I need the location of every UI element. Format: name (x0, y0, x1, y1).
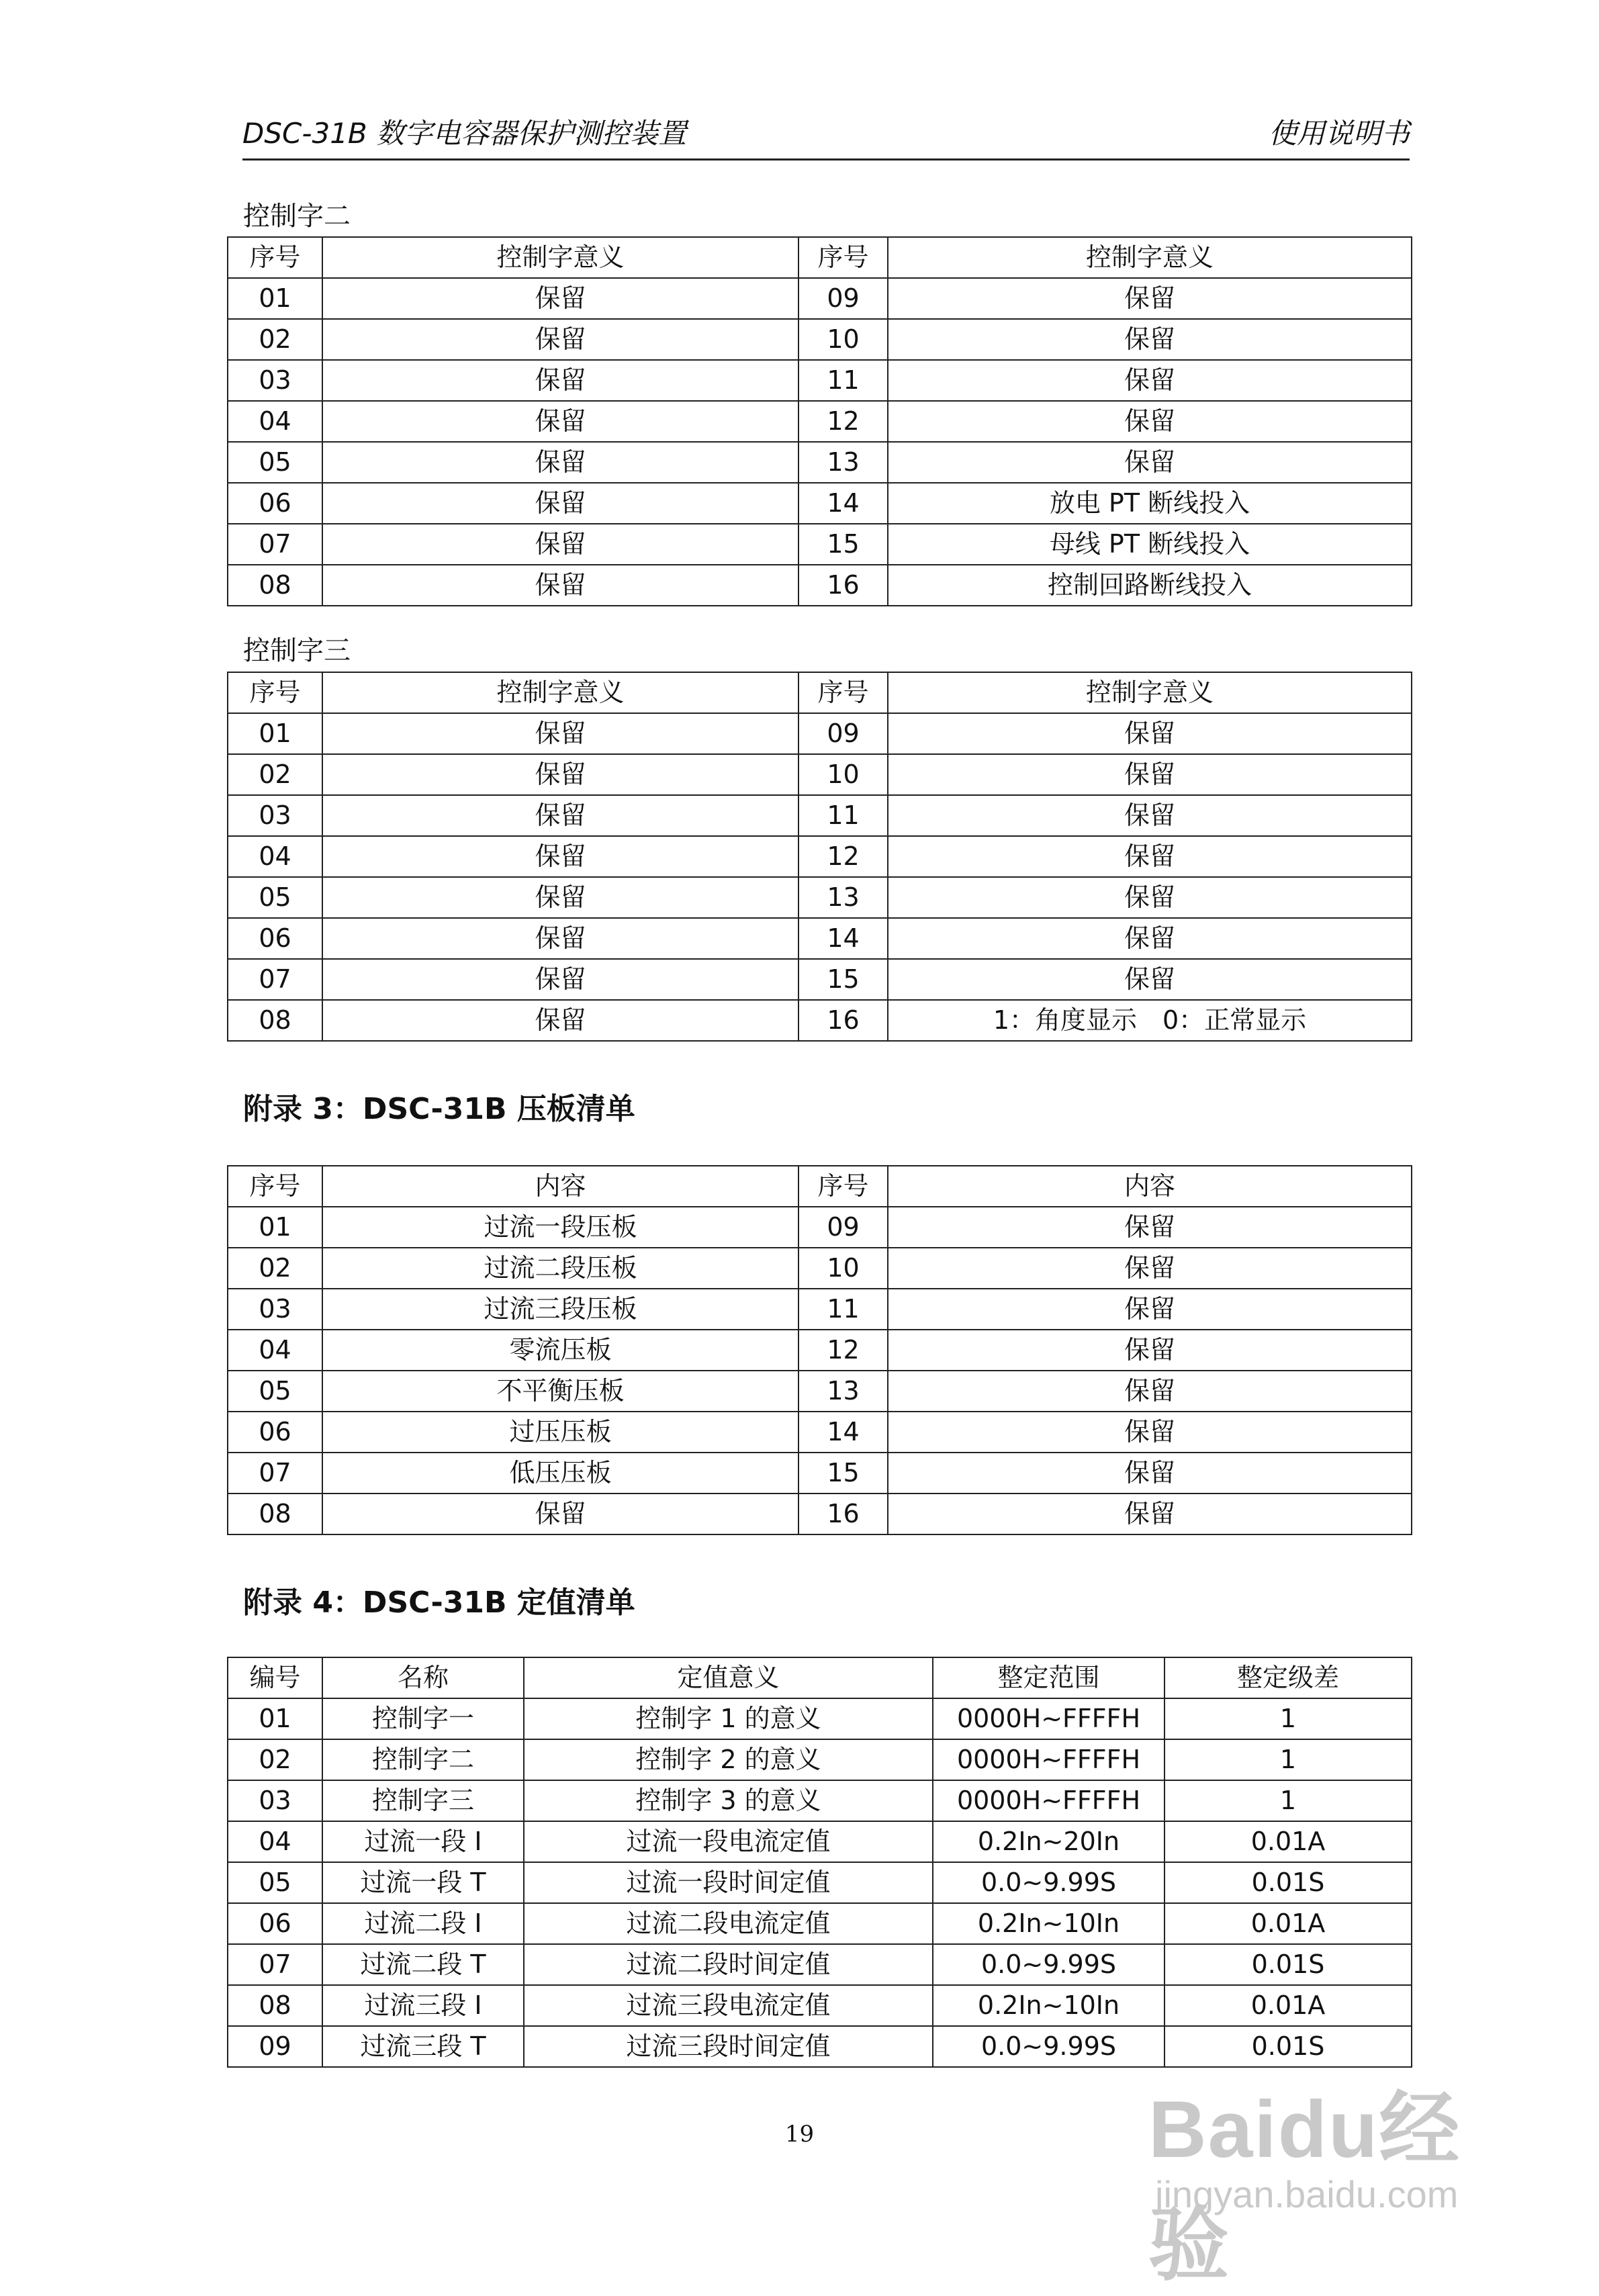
table-cell: 控制回路断线投入 (888, 565, 1412, 606)
table-cell: 过流二段 T (322, 1944, 524, 1985)
table-row (228, 1903, 1412, 1944)
table-row (228, 278, 1412, 319)
table-cell: 保留 (322, 1494, 798, 1534)
table-cell: 08 (228, 1985, 322, 2026)
table-cell: 01 (228, 278, 322, 319)
table-cell: 03 (228, 1780, 322, 1821)
table-cell: 过流二段 I (322, 1903, 524, 1944)
table-cell: 0000H~FFFFH (933, 1780, 1164, 1821)
table-cell: 保留 (322, 877, 798, 918)
table-cell: 0.01A (1164, 1821, 1412, 1862)
column-header: 内容 (322, 1166, 798, 1207)
table-cell: 保留 (322, 442, 798, 483)
table-cell: 保留 (322, 754, 798, 795)
table-cell: 07 (228, 524, 322, 565)
column-header: 名称 (322, 1657, 524, 1698)
column-header: 内容 (888, 1166, 1412, 1207)
table-cell: 14 (798, 918, 888, 959)
table-cell: 0.0~9.99S (933, 2026, 1164, 2067)
table-cell: 控制字 2 的意义 (524, 1739, 933, 1780)
table-cell: 06 (228, 1412, 322, 1453)
table-cell: 放电 PT 断线投入 (888, 483, 1412, 524)
table-cell: 保留 (888, 319, 1412, 360)
table-row (228, 483, 1412, 524)
column-header: 控制字意义 (888, 237, 1412, 278)
table-cell: 1 (1164, 1698, 1412, 1739)
column-header: 控制字意义 (322, 237, 798, 278)
table-cell: 13 (798, 442, 888, 483)
table-cell: 保留 (888, 360, 1412, 401)
table-cell: 过流三段压板 (322, 1289, 798, 1330)
table-row (228, 1330, 1412, 1371)
table-cell: 04 (228, 836, 322, 877)
table-cell: 保留 (888, 401, 1412, 442)
table-row (228, 959, 1412, 1000)
table-row (228, 1985, 1412, 2026)
table-cell: 02 (228, 1739, 322, 1780)
appendix4-table (227, 1657, 1412, 2068)
table-row (228, 754, 1412, 795)
table-cell: 09 (798, 1207, 888, 1248)
table-row (228, 795, 1412, 836)
table-cell: 过流三段电流定值 (524, 1985, 933, 2026)
table-cell: 07 (228, 959, 322, 1000)
table-cell: 保留 (888, 836, 1412, 877)
table-cell: 0.2In~20In (933, 1821, 1164, 1862)
table-cell: 08 (228, 565, 322, 606)
table-cell: 05 (228, 877, 322, 918)
table-row (228, 918, 1412, 959)
table-cell: 保留 (888, 1207, 1412, 1248)
column-header: 控制字意义 (322, 672, 798, 713)
table-cell: 03 (228, 795, 322, 836)
watermark (1142, 2065, 1518, 2290)
table-cell: 过压压板 (322, 1412, 798, 1453)
column-header: 定值意义 (524, 1657, 933, 1698)
ctrl3-table (227, 672, 1412, 1042)
table-cell: 控制字二 (322, 1739, 524, 1780)
table-cell: 保留 (888, 713, 1412, 754)
table-cell: 0.0~9.99S (933, 1862, 1164, 1903)
column-header: 编号 (228, 1657, 322, 1698)
column-header: 序号 (228, 237, 322, 278)
table-cell: 过流二段压板 (322, 1248, 798, 1289)
appendix3-title: 附录 3：DSC-31B 压板清单 (243, 1092, 635, 1126)
table-cell: 07 (228, 1944, 322, 1985)
table-cell: 过流二段时间定值 (524, 1944, 933, 1985)
table-cell: 保留 (888, 278, 1412, 319)
table-cell: 07 (228, 1453, 322, 1494)
table-cell: 过流一段 T (322, 1862, 524, 1903)
table-cell: 零流压板 (322, 1330, 798, 1371)
table-cell: 保留 (888, 1494, 1412, 1534)
table-cell: 保留 (322, 836, 798, 877)
table-cell: 保留 (888, 442, 1412, 483)
column-header: 序号 (798, 672, 888, 713)
table-cell: 保留 (888, 754, 1412, 795)
table-row (228, 1412, 1412, 1453)
table-cell: 0000H~FFFFH (933, 1698, 1164, 1739)
table-cell: 0.0~9.99S (933, 1944, 1164, 1985)
table-cell: 0.01A (1164, 1985, 1412, 2026)
table-header-row (228, 1657, 1412, 1698)
table-header-row (228, 1166, 1412, 1207)
table-row (228, 836, 1412, 877)
table-cell: 控制字三 (322, 1780, 524, 1821)
table-row (228, 2026, 1412, 2067)
ctrl3-label: 控制字三 (243, 635, 351, 666)
table-cell: 过流三段 T (322, 2026, 524, 2067)
table-cell: 保留 (322, 1000, 798, 1041)
table-cell: 过流一段 I (322, 1821, 524, 1862)
table-row (228, 1494, 1412, 1534)
table-cell: 保留 (322, 360, 798, 401)
table-cell: 01 (228, 713, 322, 754)
table-cell: 过流二段电流定值 (524, 1903, 933, 1944)
table-row (228, 1862, 1412, 1903)
table-cell: 15 (798, 959, 888, 1000)
table-cell: 06 (228, 918, 322, 959)
table-row (228, 1780, 1412, 1821)
table-cell: 13 (798, 877, 888, 918)
table-cell: 14 (798, 483, 888, 524)
table-cell: 04 (228, 1821, 322, 1862)
appendix3-table (227, 1165, 1412, 1535)
table-row (228, 1453, 1412, 1494)
header-title: DSC-31B 数字电容器保护测控装置 (242, 117, 687, 150)
table-cell: 保留 (322, 524, 798, 565)
table-cell: 保留 (322, 918, 798, 959)
table-row (228, 442, 1412, 483)
table-cell: 10 (798, 1248, 888, 1289)
column-header: 序号 (798, 1166, 888, 1207)
column-header: 序号 (228, 672, 322, 713)
ctrl2-label: 控制字二 (243, 201, 351, 232)
table-row (228, 1000, 1412, 1041)
table-cell: 控制字一 (322, 1698, 524, 1739)
table-cell: 05 (228, 1371, 322, 1412)
table-cell: 1 (1164, 1780, 1412, 1821)
table-cell: 10 (798, 319, 888, 360)
table-cell: 保留 (888, 918, 1412, 959)
ctrl2-table (227, 236, 1412, 606)
watermark-url: jingyan.baidu.com (1155, 2173, 1459, 2215)
table-cell: 15 (798, 1453, 888, 1494)
table-cell: 保留 (322, 319, 798, 360)
page-header (242, 114, 1410, 160)
table-cell: 14 (798, 1412, 888, 1453)
table-cell: 12 (798, 836, 888, 877)
table-cell: 保留 (322, 278, 798, 319)
table-cell: 09 (798, 278, 888, 319)
table-cell: 0.2In~10In (933, 1985, 1164, 2026)
table-cell: 11 (798, 795, 888, 836)
table-cell: 16 (798, 1000, 888, 1041)
header-doc-type: 使用说明书 (1268, 117, 1410, 150)
table-row (228, 713, 1412, 754)
table-cell: 保留 (322, 795, 798, 836)
table-cell: 保留 (888, 1289, 1412, 1330)
table-row (228, 1739, 1412, 1780)
table-cell: 12 (798, 1330, 888, 1371)
column-header: 序号 (798, 237, 888, 278)
table-cell: 保留 (888, 1371, 1412, 1412)
table-row (228, 1248, 1412, 1289)
table-row (228, 1944, 1412, 1985)
table-cell: 06 (228, 483, 322, 524)
table-cell: 保留 (888, 1412, 1412, 1453)
table-cell: 保留 (888, 1248, 1412, 1289)
table-cell: 01 (228, 1207, 322, 1248)
table-row (228, 1289, 1412, 1330)
table-cell: 保留 (322, 483, 798, 524)
table-cell: 0000H~FFFFH (933, 1739, 1164, 1780)
table-row (228, 1371, 1412, 1412)
table-cell: 01 (228, 1698, 322, 1739)
table-cell: 08 (228, 1494, 322, 1534)
table-cell: 保留 (888, 959, 1412, 1000)
table-cell: 0.01S (1164, 1944, 1412, 1985)
table-cell: 0.2In~10In (933, 1903, 1164, 1944)
table-row (228, 1821, 1412, 1862)
table-row (228, 1698, 1412, 1739)
table-cell: 1 (1164, 1739, 1412, 1780)
table-header-row (228, 237, 1412, 278)
table-cell: 保留 (888, 877, 1412, 918)
table-cell: 保留 (888, 795, 1412, 836)
table-cell: 保留 (888, 1330, 1412, 1371)
table-cell: 11 (798, 360, 888, 401)
table-cell: 16 (798, 565, 888, 606)
table-cell: 保留 (322, 565, 798, 606)
table-cell: 03 (228, 360, 322, 401)
table-cell: 11 (798, 1289, 888, 1330)
table-cell: 02 (228, 1248, 322, 1289)
table-cell: 低压压板 (322, 1453, 798, 1494)
table-cell: 05 (228, 1862, 322, 1903)
appendix4-title: 附录 4：DSC-31B 定值清单 (243, 1586, 635, 1620)
table-cell: 控制字 3 的意义 (524, 1780, 933, 1821)
table-row (228, 877, 1412, 918)
table-row (228, 401, 1412, 442)
table-row (228, 524, 1412, 565)
table-cell: 15 (798, 524, 888, 565)
column-header: 整定级差 (1164, 1657, 1412, 1698)
column-header: 控制字意义 (888, 672, 1412, 713)
table-cell: 保留 (322, 713, 798, 754)
table-cell: 0.01S (1164, 2026, 1412, 2067)
table-row (228, 360, 1412, 401)
table-cell: 03 (228, 1289, 322, 1330)
column-header: 序号 (228, 1166, 322, 1207)
table-cell: 0.01A (1164, 1903, 1412, 1944)
table-cell: 不平衡压板 (322, 1371, 798, 1412)
table-cell: 05 (228, 442, 322, 483)
column-header: 整定范围 (933, 1657, 1164, 1698)
table-cell: 0.01S (1164, 1862, 1412, 1903)
table-cell: 母线 PT 断线投入 (888, 524, 1412, 565)
table-row (228, 1207, 1412, 1248)
table-cell: 16 (798, 1494, 888, 1534)
table-cell: 09 (798, 713, 888, 754)
table-cell: 04 (228, 401, 322, 442)
table-cell: 过流一段时间定值 (524, 1862, 933, 1903)
table-header-row (228, 672, 1412, 713)
table-cell: 保留 (888, 1453, 1412, 1494)
table-cell: 02 (228, 319, 322, 360)
table-cell: 09 (228, 2026, 322, 2067)
table-cell: 13 (798, 1371, 888, 1412)
table-cell: 12 (798, 401, 888, 442)
table-cell: 保留 (322, 959, 798, 1000)
table-cell: 02 (228, 754, 322, 795)
table-cell: 控制字 1 的意义 (524, 1698, 933, 1739)
table-cell: 06 (228, 1903, 322, 1944)
table-cell: 1：角度显示 0：正常显示 (888, 1000, 1412, 1041)
table-cell: 过流一段电流定值 (524, 1821, 933, 1862)
table-cell: 过流三段时间定值 (524, 2026, 933, 2067)
table-cell: 过流一段压板 (322, 1207, 798, 1248)
table-row (228, 565, 1412, 606)
table-cell: 08 (228, 1000, 322, 1041)
table-row (228, 319, 1412, 360)
table-cell: 04 (228, 1330, 322, 1371)
table-cell: 过流三段 I (322, 1985, 524, 2026)
watermark-brand: Baidu经验 (1148, 2084, 1461, 2290)
page-number: 19 (784, 2121, 815, 2148)
table-cell: 保留 (322, 401, 798, 442)
table-cell: 10 (798, 754, 888, 795)
